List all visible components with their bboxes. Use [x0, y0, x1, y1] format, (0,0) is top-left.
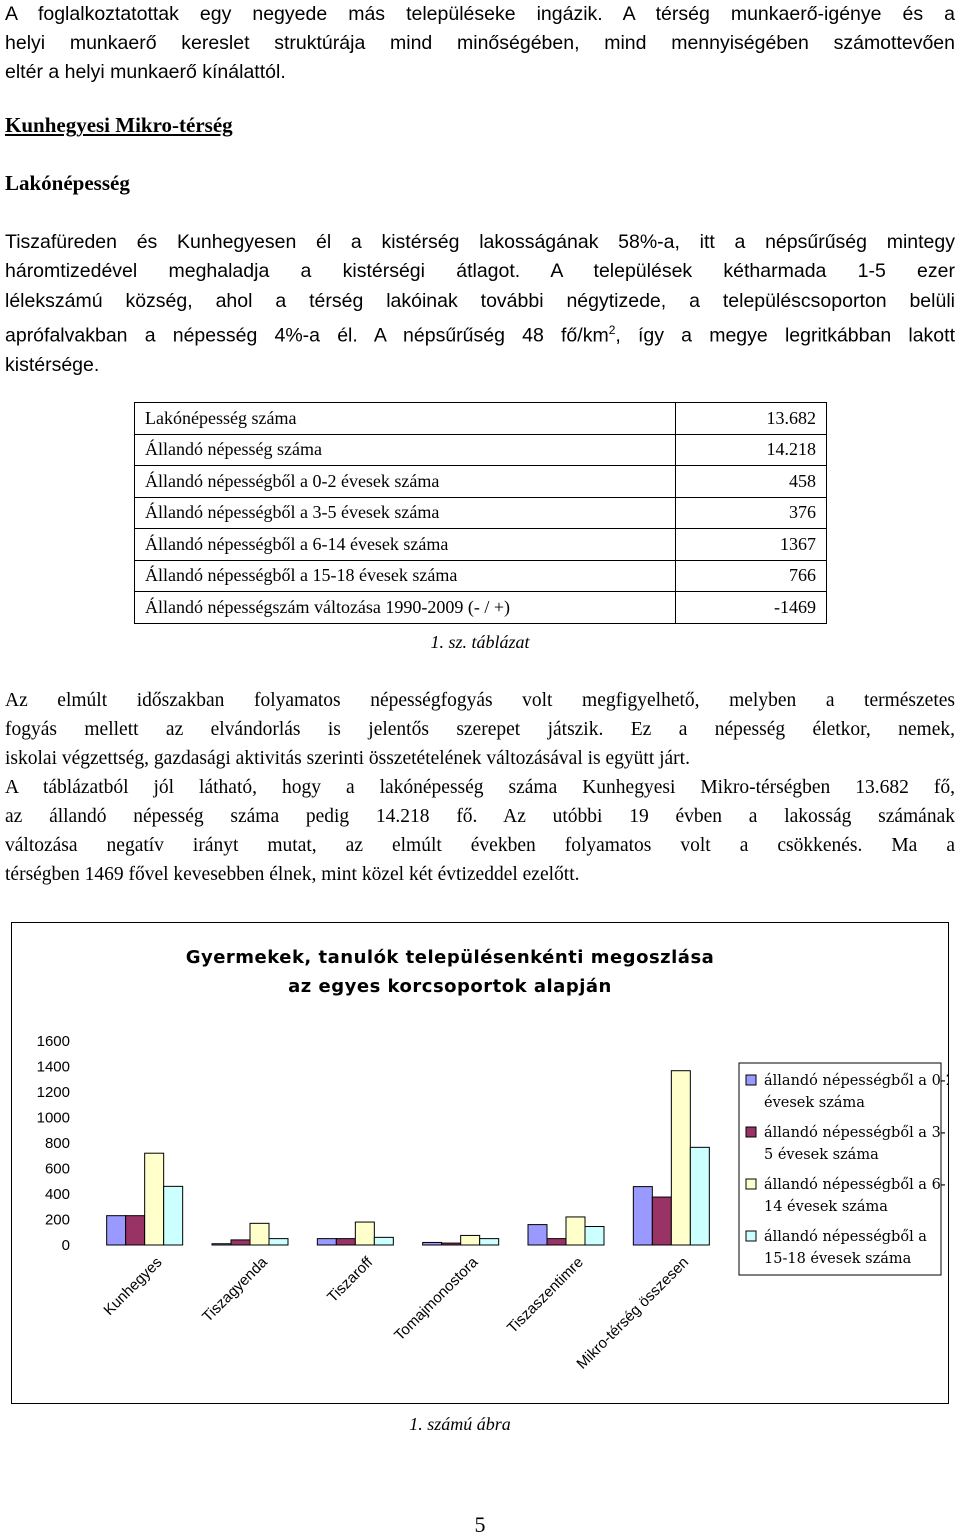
x-tick-label: Mikro-térség összesen	[573, 1253, 693, 1373]
table-label: Állandó népességből a 6-14 évesek száma	[135, 529, 676, 561]
table-row	[135, 497, 827, 529]
subsection-title: Lakónépesség	[5, 171, 130, 195]
x-tick-label: Tomajmonostora	[391, 1253, 482, 1345]
y-tick-label: 600	[44, 1160, 70, 1178]
bar	[164, 1186, 183, 1245]
x-tick-label: Kunhegyes	[100, 1253, 166, 1319]
intro-paragraph	[5, 0, 955, 87]
paragraph-line: háromtizedével meghaladja a kistérségi átlagot. A települések kétharmada 1-5 ezer	[5, 260, 955, 283]
bar	[633, 1187, 652, 1245]
legend-label: állandó népességből a 6-	[764, 1177, 946, 1193]
y-tick-label: 400	[44, 1186, 70, 1203]
legend-swatch	[746, 1075, 756, 1085]
legend-label: állandó népességből a	[764, 1229, 927, 1245]
bar	[480, 1239, 499, 1245]
paragraph-line: Tiszafüreden és Kunhegyesen él a kistérség lakosságának 58%-a, itt a népsűrűség mintegy	[5, 231, 955, 253]
y-tick-label: 1000	[36, 1109, 70, 1127]
table-row	[135, 403, 827, 435]
table-value: 766	[676, 560, 827, 592]
y-tick-label: 800	[44, 1135, 70, 1152]
chart-title: Gyermekek, tanulók településenkénti megoszlása	[185, 947, 715, 968]
bar	[145, 1153, 164, 1245]
line-part: aprófalvakban a népesség 4%-a él. A népsűrűség 48 fő/km	[5, 324, 609, 347]
bar	[528, 1225, 547, 1245]
intro-line: eltér a helyi munkaerő kínálattól.	[5, 61, 286, 83]
line-part: , így a megye legritkábban lakott	[615, 324, 955, 347]
bar	[212, 1244, 231, 1245]
legend-swatch	[746, 1179, 756, 1189]
paragraph-line: az állandó népesség száma pedig 14.218 fő. Az utóbbi 19 évben a lakosság számának	[5, 806, 955, 827]
legend-label: 14 évesek száma	[764, 1199, 888, 1215]
y-tick-label: 1600	[36, 1033, 70, 1050]
paragraph-line: lélekszámú község, ahol a térség lakóinak további négytizede, a településcsoporton belüli	[5, 289, 955, 312]
table-value: -1469	[676, 592, 827, 624]
table-row	[135, 592, 827, 624]
table-value: 458	[676, 466, 827, 498]
bar	[107, 1216, 126, 1245]
table-caption: 1. sz. táblázat	[430, 632, 530, 652]
bar	[374, 1237, 393, 1245]
bar	[355, 1222, 374, 1245]
table-row	[135, 434, 827, 466]
x-tick-label: Tiszagyenda	[199, 1253, 271, 1326]
bar	[269, 1239, 288, 1245]
bar-chart	[12, 923, 948, 1403]
bar	[652, 1197, 671, 1245]
chart-title: az egyes korcsoportok alapján	[288, 976, 612, 997]
figure-caption: 1. számú ábra	[409, 1414, 511, 1434]
y-tick-label: 1200	[36, 1084, 70, 1101]
x-tick-label: Tiszaszentimre	[503, 1253, 587, 1337]
table-label: Állandó népességből a 3-5 évesek száma	[135, 497, 676, 529]
analysis-paragraphs	[5, 686, 955, 889]
paragraph-line: Az elmúlt időszakban folyamatos népességfogyás volt megfigyelhető, melyben a természetes	[5, 690, 955, 711]
bar	[336, 1239, 355, 1245]
population-paragraph	[5, 228, 955, 380]
legend-label: állandó népességből a 0-2	[764, 1073, 948, 1089]
table-value: 14.218	[676, 434, 827, 466]
table-value: 376	[676, 497, 827, 529]
bar	[423, 1242, 442, 1245]
bar	[442, 1243, 461, 1245]
legend-swatch	[746, 1127, 756, 1137]
paragraph-line: térségben 1469 fővel kevesebben élnek, mint közel két évtizeddel ezelőtt.	[5, 864, 580, 885]
y-tick-label: 0	[61, 1237, 70, 1254]
bar	[585, 1227, 604, 1245]
bar	[671, 1071, 690, 1245]
table-value: 13.682	[676, 403, 827, 435]
bar	[250, 1223, 269, 1245]
legend	[739, 1063, 948, 1275]
legend-label: 5 évesek száma	[764, 1147, 879, 1163]
x-axis-labels	[100, 1253, 692, 1372]
paragraph-line: fogyás mellett az elvándorlás is jelentős szerepet játszik. Ez a népesség életkor, nemek,	[5, 719, 955, 740]
intro-line: helyi munkaerő kereslet struktúrája mind minőségében, mind mennyiségében számottevően	[5, 32, 955, 54]
bar	[317, 1239, 336, 1245]
chart-frame	[11, 922, 949, 1404]
table-label: Állandó népességből a 0-2 évesek száma	[135, 466, 676, 498]
table-row	[135, 560, 827, 592]
section-title: Kunhegyesi Mikro-térség	[5, 113, 233, 137]
table-row	[135, 529, 827, 561]
table-label: Állandó népességből a 15-18 évesek száma	[135, 560, 676, 592]
bar	[461, 1235, 480, 1245]
paragraph-line	[5, 316, 955, 351]
table-label: Állandó népesség száma	[135, 434, 676, 466]
paragraph-line: A táblázatból jól látható, hogy a lakónépesség száma Kunhegyesi Mikro-térségben 13.682 fő,	[5, 777, 955, 798]
page-number: 5	[474, 1512, 486, 1537]
paragraph-line: iskolai végzettség, gazdasági aktivitás szerinti összetételének változásával is együtt járt.	[5, 748, 690, 769]
paragraph-line: kistérsége.	[5, 353, 100, 376]
superscript: 2	[608, 322, 616, 337]
intro-line: A foglalkoztatottak egy negyede más településeke ingázik. A térség munkaerő-igénye és a	[5, 3, 955, 25]
y-tick-label: 200	[44, 1211, 70, 1229]
bar	[231, 1240, 250, 1245]
y-tick-label: 1400	[36, 1058, 70, 1076]
y-axis	[37, 1033, 70, 1254]
legend-label: állandó népességből a 3-	[764, 1125, 946, 1141]
x-tick-label: Tiszaroff	[324, 1253, 377, 1306]
population-table	[134, 402, 827, 624]
table-row	[135, 466, 827, 498]
bars	[107, 1071, 710, 1245]
legend-label: 15-18 évesek száma	[764, 1251, 912, 1267]
bar	[126, 1216, 145, 1245]
table-label: Állandó népességszám változása 1990-2009 (- / +)	[135, 592, 676, 624]
bar	[566, 1217, 585, 1245]
table-value: 1367	[676, 529, 827, 561]
table-label: Lakónépesség száma	[135, 403, 676, 435]
legend-swatch	[746, 1231, 756, 1241]
bar	[547, 1239, 566, 1245]
bar	[690, 1147, 709, 1245]
paragraph-line: változása negatív irányt mutat, az elmúlt években folyamatos volt a csökkenés. Ma a	[5, 835, 955, 856]
legend-label: évesek száma	[764, 1095, 865, 1111]
